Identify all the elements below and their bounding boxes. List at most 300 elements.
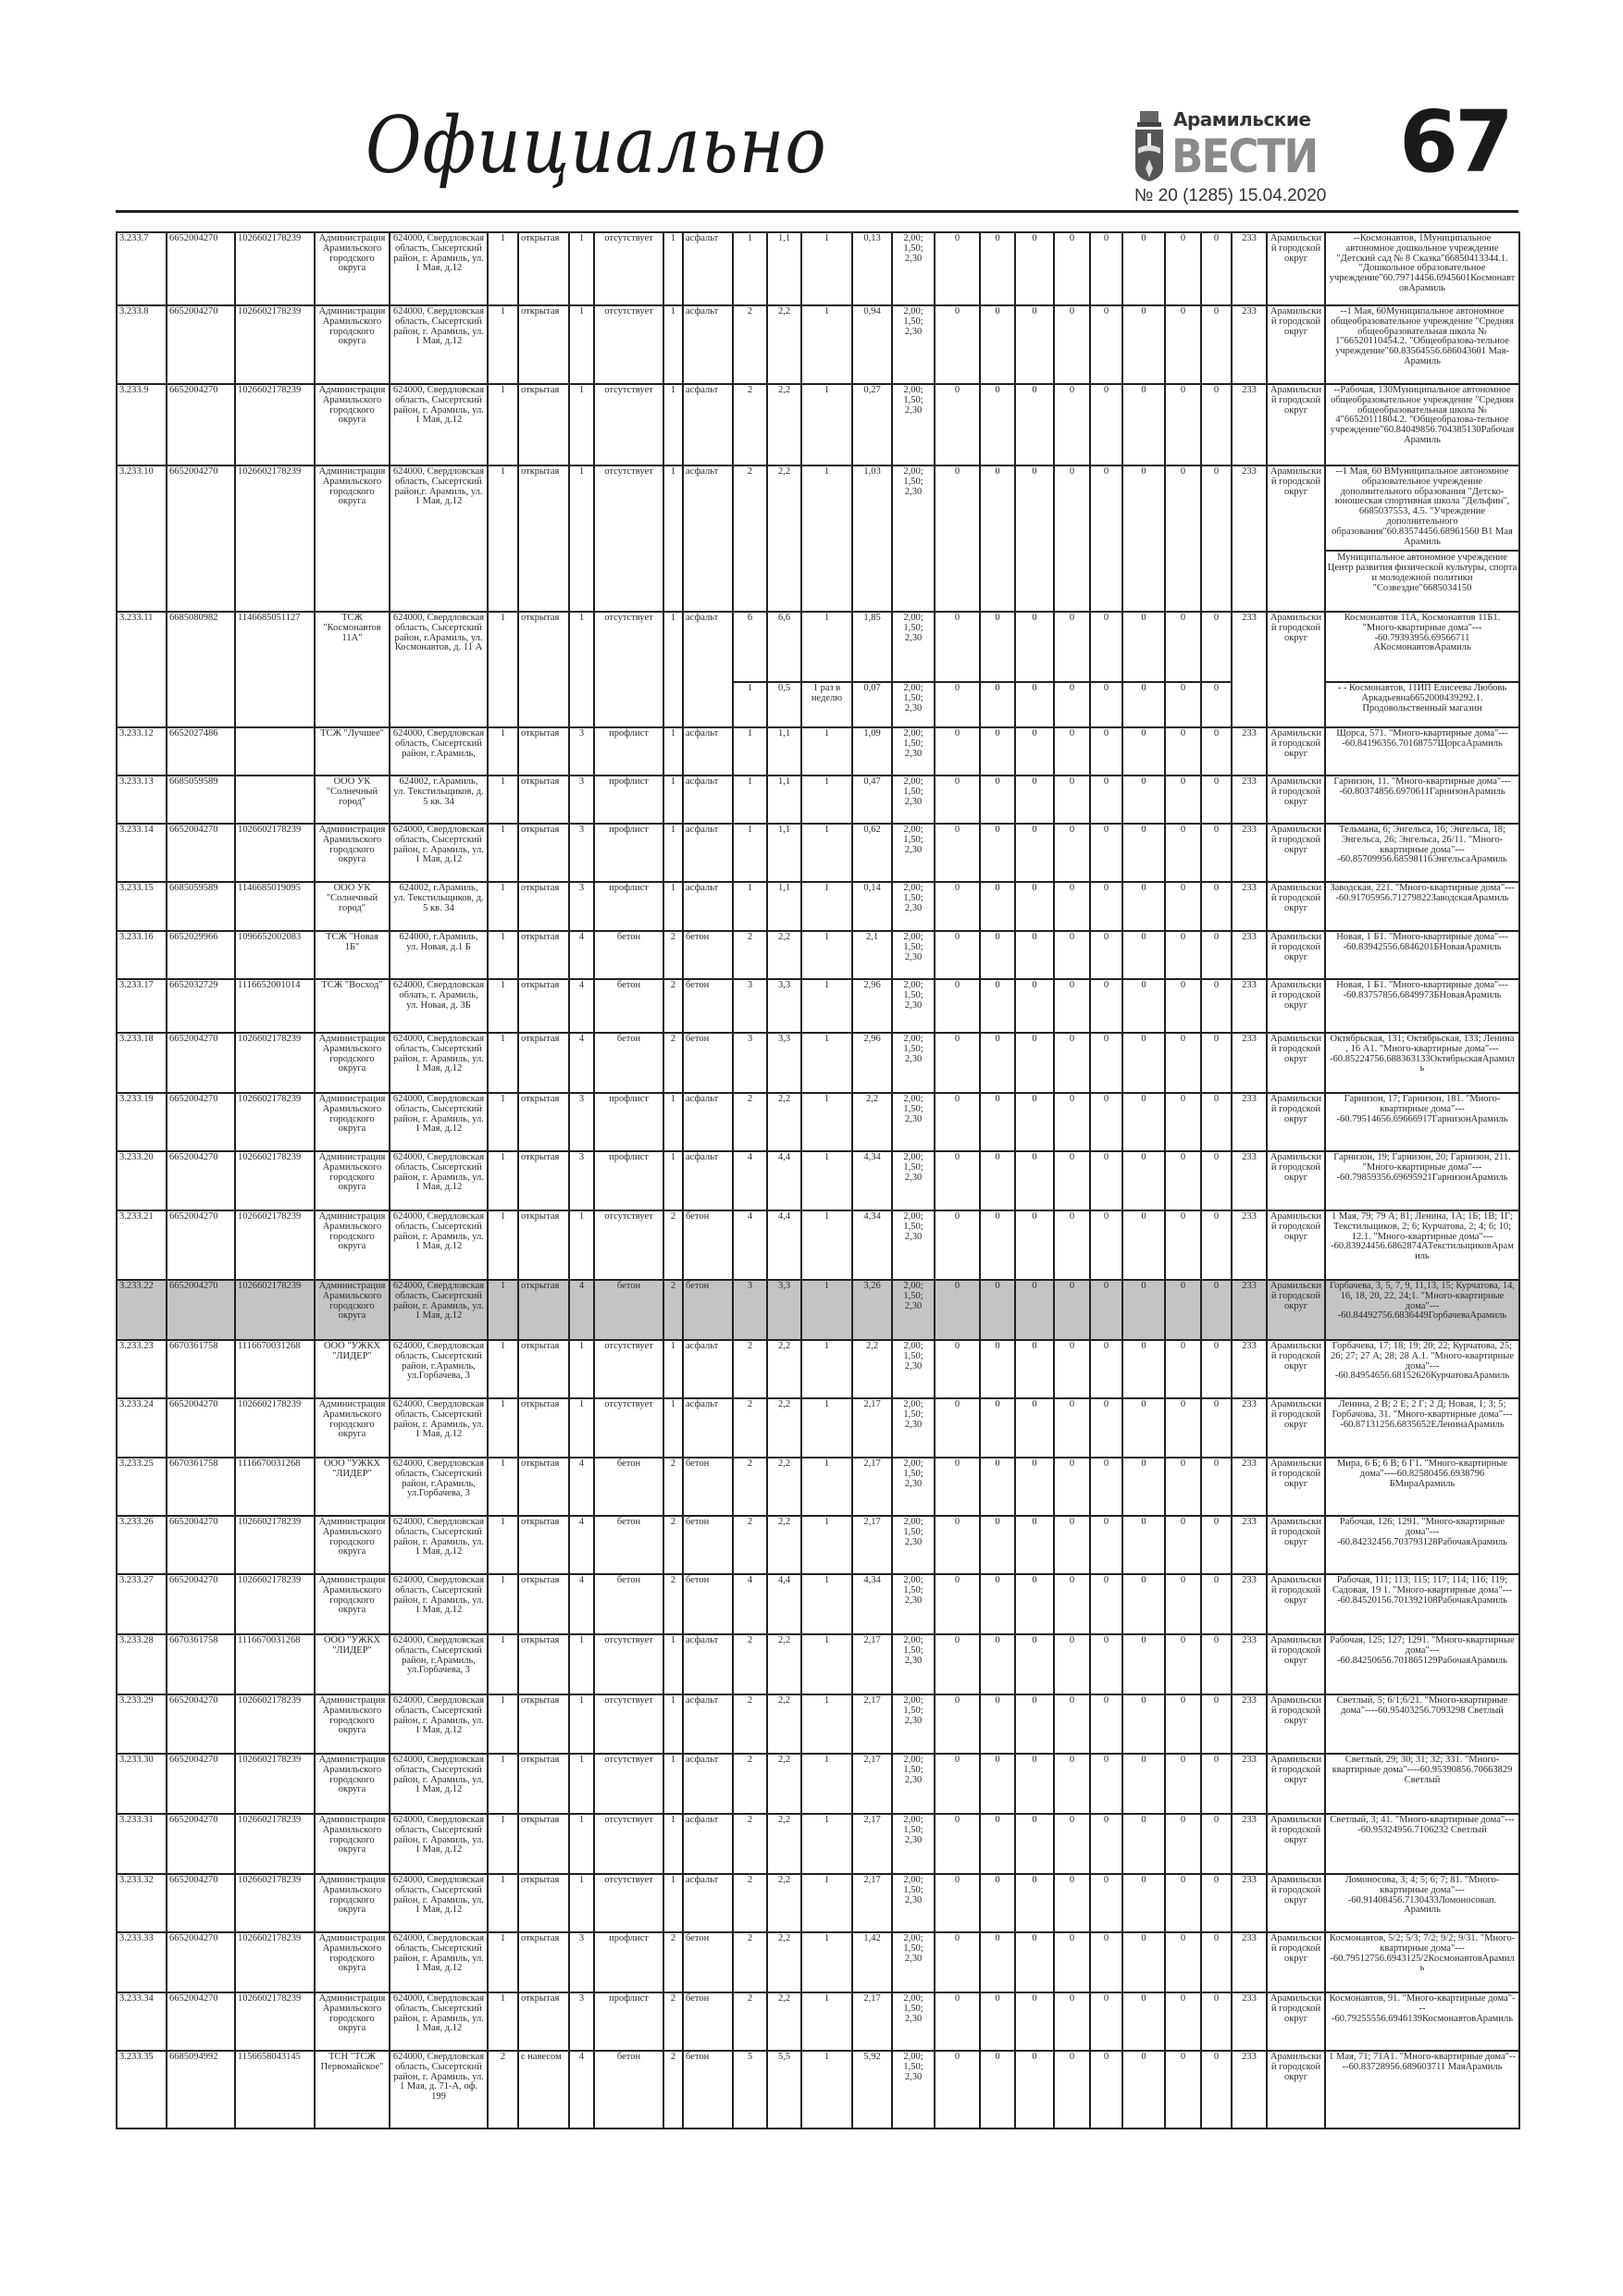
code-cell: 233 bbox=[1232, 1574, 1267, 1634]
zero-value-cell: 0 bbox=[1054, 232, 1090, 305]
zero-value-cell: 0 bbox=[935, 1814, 980, 1874]
area-cell: 1,03 bbox=[852, 465, 892, 612]
inn-cell: 6685080982 bbox=[167, 612, 235, 727]
cover-type-cell: профлист bbox=[594, 776, 663, 824]
collection-frequency-cell: 1 bbox=[801, 1033, 852, 1093]
container-count-cell: 1 bbox=[733, 682, 767, 727]
waste-source-text: Гарнизон, 19; Гарнизон, 20; Гарнизон, 211. "Много-квартирные дома"----60.79859356.69695921ГарнизонАрамиль bbox=[1333, 1152, 1511, 1183]
surface-code-cell: 1 bbox=[663, 465, 683, 612]
site-count-cell: 1 bbox=[488, 776, 518, 824]
waste-source-text: Гарнизон, 11. "Много-квартирные дома"----60.80374856.6970611ГарнизонАрамиль bbox=[1333, 776, 1511, 797]
surface-type-cell: асфальт bbox=[683, 465, 733, 612]
address-cell: 624000, Свердловская область, Сысертский район, г. Арамиль, ул. 1 Мая, д.12 bbox=[390, 1398, 488, 1458]
collection-frequency-cell: 1 bbox=[801, 2051, 852, 2128]
zero-value-cell: 0 bbox=[1122, 612, 1165, 682]
site-type-cell: открытая bbox=[518, 979, 569, 1033]
container-volume-cell: 2,2 bbox=[767, 1932, 801, 1992]
inn-cell: 6670361758 bbox=[167, 1340, 235, 1398]
container-count-cell: 1 bbox=[733, 882, 767, 931]
zero-value-cell: 0 bbox=[1015, 1694, 1054, 1754]
zero-value-cell: 0 bbox=[1015, 727, 1054, 776]
zero-value-cell: 0 bbox=[1090, 465, 1122, 612]
zero-value-cell: 0 bbox=[1015, 682, 1054, 727]
cover-code-cell: 3 bbox=[569, 1093, 594, 1151]
inn-cell: 6652004270 bbox=[167, 1814, 235, 1874]
organization-cell: Администрация Арамильского городского округа bbox=[315, 1814, 390, 1874]
zero-value-cell: 0 bbox=[1201, 1210, 1232, 1280]
organization-cell: ТСН "ТСЖ Первомайское" bbox=[315, 2051, 390, 2128]
waste-source-text: Новая, 1 Б1. "Много-квартирные дома"----60.83942556.6846201БНоваяАрамиль bbox=[1336, 932, 1508, 952]
waste-sources-cell bbox=[1325, 1516, 1519, 1574]
table-row bbox=[117, 1210, 1519, 1280]
inn-cell: 6652004270 bbox=[167, 232, 235, 305]
area-cell: 0,07 bbox=[852, 682, 892, 727]
surface-code-cell: 1 bbox=[663, 1754, 683, 1814]
zero-value-cell: 0 bbox=[1122, 1210, 1165, 1280]
brand-name-top: Арамильские bbox=[1173, 108, 1311, 130]
address-cell: 624000, Свердловская область, Сысертский район, г. Арамиль, ул. 1 Мая, д. 71-А, оф. 199 bbox=[390, 2051, 488, 2128]
waste-source-text: --1 Мая, 60 ВМуниципальное автономное образовательное учреждение дополнительного образования "Детско-юношеская спортивная школа "Дельфин", 6685037553, 4.5. "Учреждение дополнительного образования"60.83574456.68961560 В1 Мая Арамиль bbox=[1332, 466, 1513, 547]
zero-value-cell: 0 bbox=[1122, 1093, 1165, 1151]
zero-value-cell: 0 bbox=[1090, 1458, 1122, 1516]
code-cell: 233 bbox=[1232, 1992, 1267, 2051]
zero-value-cell: 0 bbox=[935, 1458, 980, 1516]
rate-cell: 2,00; 1,50; 2,30 bbox=[892, 465, 935, 612]
waste-source-text: Ленина, 2 В; 2 Е; 2 Г; 2 Д; Новая, 1; 3; 5; Горбачова, 31. "Много-квартирные дома"----60.87131256.6835652ЕЛенинаАрамиль bbox=[1332, 1399, 1513, 1430]
zero-value-cell: 0 bbox=[1090, 1516, 1122, 1574]
zero-value-cell: 0 bbox=[1054, 1516, 1090, 1574]
zero-value-cell: 0 bbox=[980, 1033, 1015, 1093]
row-number-cell: 3.233.29 bbox=[117, 1694, 167, 1754]
rate-cell: 2,00; 1,50; 2,30 bbox=[892, 727, 935, 776]
site-count-cell: 1 bbox=[488, 1634, 518, 1694]
cover-code-cell: 1 bbox=[569, 1210, 594, 1280]
organization-cell: ТСЖ "Восход" bbox=[315, 979, 390, 1033]
inn-cell: 6652004270 bbox=[167, 1694, 235, 1754]
address-cell: 624000, Свердловская область, Сысертский район, г. Арамиль, ул. 1 Мая, д.12 bbox=[390, 1814, 488, 1874]
table-row bbox=[117, 1634, 1519, 1694]
waste-sources-cell bbox=[1325, 1634, 1519, 1694]
surface-type-cell: асфальт bbox=[683, 1093, 733, 1151]
container-volume-cell: 1,1 bbox=[767, 727, 801, 776]
zero-value-cell: 0 bbox=[1165, 1874, 1201, 1932]
surface-code-cell: 1 bbox=[663, 882, 683, 931]
waste-sources-cell bbox=[1325, 824, 1519, 882]
zero-value-cell: 0 bbox=[980, 727, 1015, 776]
container-volume-cell: 2,2 bbox=[767, 1874, 801, 1932]
zero-value-cell: 0 bbox=[935, 1874, 980, 1932]
zero-value-cell: 0 bbox=[1165, 882, 1201, 931]
zero-value-cell: 0 bbox=[1122, 1398, 1165, 1458]
rate-cell: 2,00; 1,50; 2,30 bbox=[892, 1210, 935, 1280]
container-volume-cell: 2,2 bbox=[767, 1093, 801, 1151]
rate-cell: 2,00; 1,50; 2,30 bbox=[892, 979, 935, 1033]
zero-value-cell: 0 bbox=[1165, 1093, 1201, 1151]
zero-value-cell: 0 bbox=[1090, 1694, 1122, 1754]
newspaper-logo bbox=[1133, 109, 1355, 183]
surface-code-cell: 1 bbox=[663, 305, 683, 384]
cover-type-cell: бетон bbox=[594, 1574, 663, 1634]
waste-source-text: Космонавтов 11А, Космонавтов 11Б1. "Много-квартирные дома"----60.79393956.69566711 АКосмонавтовАрамиль bbox=[1344, 613, 1501, 653]
surface-type-cell: бетон bbox=[683, 1516, 733, 1574]
code-cell: 233 bbox=[1232, 305, 1267, 384]
inn-cell: 6652004270 bbox=[167, 824, 235, 882]
coat-of-arms-icon bbox=[1133, 111, 1166, 181]
container-volume-cell: 0,5 bbox=[767, 682, 801, 727]
waste-sources-cell bbox=[1325, 1458, 1519, 1516]
zero-value-cell: 0 bbox=[1015, 1932, 1054, 1992]
zero-value-cell: 0 bbox=[1090, 232, 1122, 305]
zero-value-cell: 0 bbox=[935, 979, 980, 1033]
surface-code-cell: 1 bbox=[663, 1874, 683, 1932]
site-count-cell: 1 bbox=[488, 1574, 518, 1634]
organization-cell: Администрация Арамильского городского округа bbox=[315, 305, 390, 384]
zero-value-cell: 0 bbox=[1015, 1151, 1054, 1210]
zero-value-cell: 0 bbox=[1165, 1754, 1201, 1814]
area-cell: 2,17 bbox=[852, 1516, 892, 1574]
zero-value-cell: 0 bbox=[980, 1093, 1015, 1151]
district-cell: Арамильский городской округ bbox=[1267, 1210, 1325, 1280]
inn-cell: 6685094992 bbox=[167, 2051, 235, 2128]
inn-cell: 6652004270 bbox=[167, 1280, 235, 1340]
cover-type-cell: профлист bbox=[594, 824, 663, 882]
waste-source-text: Мира, 6 Б; 6 В; 6 Г1. "Много-квартирные дома"----60.82580456.6938796 БМираАрамиль bbox=[1336, 1458, 1508, 1489]
ogrn-cell: 1026602178239 bbox=[235, 1093, 315, 1151]
site-count-cell: 1 bbox=[488, 727, 518, 776]
area-cell: 1,85 bbox=[852, 612, 892, 682]
waste-source-text: Рабочая, 125; 127; 1291. "Много-квартирные дома"----60.84250656.701865129РабочаяАрамиль bbox=[1330, 1635, 1515, 1666]
zero-value-cell: 0 bbox=[1201, 727, 1232, 776]
row-number-cell: 3.233.32 bbox=[117, 1874, 167, 1932]
zero-value-cell: 0 bbox=[1201, 1398, 1232, 1458]
ogrn-cell: 1026602178239 bbox=[235, 1574, 315, 1634]
site-type-cell: открытая bbox=[518, 1516, 569, 1574]
rate-cell: 2,00; 1,50; 2,30 bbox=[892, 612, 935, 682]
area-cell: 2,96 bbox=[852, 979, 892, 1033]
zero-value-cell: 0 bbox=[1122, 1932, 1165, 1992]
container-volume-cell: 1,1 bbox=[767, 882, 801, 931]
organization-cell: ООО "УЖКХ "ЛИДЕР" bbox=[315, 1340, 390, 1398]
code-cell: 233 bbox=[1232, 384, 1267, 465]
collection-frequency-cell: 1 bbox=[801, 384, 852, 465]
zero-value-cell: 0 bbox=[1201, 824, 1232, 882]
container-count-cell: 2 bbox=[733, 1932, 767, 1992]
code-cell: 233 bbox=[1232, 1340, 1267, 1398]
address-cell: 624000, Свердловская область, Сысертский район, г. Арамиль, ул. 1 Мая, д.12 bbox=[390, 1210, 488, 1280]
table-row bbox=[117, 1932, 1519, 1992]
surface-type-cell: асфальт bbox=[683, 612, 733, 727]
inn-cell: 6652029966 bbox=[167, 931, 235, 979]
area-cell: 1,42 bbox=[852, 1932, 892, 1992]
container-count-cell: 2 bbox=[733, 1694, 767, 1754]
cover-type-cell: профлист bbox=[594, 1093, 663, 1151]
zero-value-cell: 0 bbox=[1122, 824, 1165, 882]
collection-frequency-cell: 1 bbox=[801, 1634, 852, 1694]
zero-value-cell: 0 bbox=[1122, 1574, 1165, 1634]
surface-code-cell: 2 bbox=[663, 1033, 683, 1093]
surface-code-cell: 1 bbox=[663, 1398, 683, 1458]
inn-cell: 6652004270 bbox=[167, 1151, 235, 1210]
zero-value-cell: 0 bbox=[1090, 1754, 1122, 1814]
district-cell: Арамильский городской округ bbox=[1267, 1280, 1325, 1340]
area-cell: 2,17 bbox=[852, 1754, 892, 1814]
zero-value-cell: 0 bbox=[1165, 1151, 1201, 1210]
row-number-cell: 3.233.27 bbox=[117, 1574, 167, 1634]
zero-value-cell: 0 bbox=[1122, 776, 1165, 824]
surface-type-cell: бетон bbox=[683, 1033, 733, 1093]
surface-type-cell: бетон bbox=[683, 1574, 733, 1634]
area-cell: 2,17 bbox=[852, 1694, 892, 1754]
inn-cell: 6652004270 bbox=[167, 305, 235, 384]
ogrn-cell: 1026602178239 bbox=[235, 1280, 315, 1340]
container-volume-cell: 2,2 bbox=[767, 465, 801, 612]
district-cell: Арамильский городской округ bbox=[1267, 1516, 1325, 1574]
zero-value-cell: 0 bbox=[980, 776, 1015, 824]
waste-sources-cell bbox=[1325, 776, 1519, 824]
organization-cell: Администрация Арамильского городского округа bbox=[315, 1992, 390, 2051]
zero-value-cell: 0 bbox=[1165, 1634, 1201, 1694]
waste-sources-cell bbox=[1325, 1932, 1519, 1992]
collection-frequency-cell: 1 bbox=[801, 305, 852, 384]
zero-value-cell: 0 bbox=[1015, 1992, 1054, 2051]
zero-value-cell: 0 bbox=[980, 1280, 1015, 1340]
collection-frequency-cell: 1 bbox=[801, 1210, 852, 1280]
inn-cell: 6670361758 bbox=[167, 1634, 235, 1694]
zero-value-cell: 0 bbox=[980, 1932, 1015, 1992]
container-count-cell: 3 bbox=[733, 1033, 767, 1093]
address-cell: 624000, Свердловская облать, г. Арамиль, ул. Новая, д. 3Б bbox=[390, 979, 488, 1033]
zero-value-cell: 0 bbox=[1165, 1033, 1201, 1093]
inn-cell: 6652004270 bbox=[167, 1574, 235, 1634]
collection-frequency-cell: 1 bbox=[801, 727, 852, 776]
code-cell: 233 bbox=[1232, 776, 1267, 824]
zero-value-cell: 0 bbox=[1090, 1932, 1122, 1992]
rate-cell: 2,00; 1,50; 2,30 bbox=[892, 1516, 935, 1574]
zero-value-cell: 0 bbox=[1015, 931, 1054, 979]
zero-value-cell: 0 bbox=[1015, 1093, 1054, 1151]
site-type-cell: открытая bbox=[518, 1151, 569, 1210]
surface-code-cell: 2 bbox=[663, 1574, 683, 1634]
zero-value-cell: 0 bbox=[980, 1574, 1015, 1634]
row-number-cell: 3.233.7 bbox=[117, 232, 167, 305]
zero-value-cell: 0 bbox=[1054, 1634, 1090, 1694]
row-number-cell: 3.233.15 bbox=[117, 882, 167, 931]
container-count-cell: 2 bbox=[733, 1634, 767, 1694]
collection-frequency-cell: 1 bbox=[801, 465, 852, 612]
container-count-cell: 2 bbox=[733, 1458, 767, 1516]
site-type-cell: открытая bbox=[518, 1093, 569, 1151]
waste-sites-table bbox=[116, 231, 1520, 2129]
zero-value-cell: 0 bbox=[1015, 305, 1054, 384]
address-cell: 624000, Свердловская область, Сысертский район, г. Арамиль, ул. 1 Мая, д.12 bbox=[390, 1151, 488, 1210]
code-cell: 233 bbox=[1232, 1874, 1267, 1932]
code-cell: 233 bbox=[1232, 824, 1267, 882]
rate-cell: 2,00; 1,50; 2,30 bbox=[892, 1694, 935, 1754]
zero-value-cell: 0 bbox=[1122, 384, 1165, 465]
site-type-cell: открытая bbox=[518, 882, 569, 931]
table-row bbox=[117, 1814, 1519, 1874]
container-volume-cell: 2,2 bbox=[767, 1398, 801, 1458]
cover-type-cell: отсутствует bbox=[594, 384, 663, 465]
zero-value-cell: 0 bbox=[980, 1340, 1015, 1398]
surface-code-cell: 2 bbox=[663, 1210, 683, 1280]
zero-value-cell: 0 bbox=[980, 931, 1015, 979]
zero-value-cell: 0 bbox=[1201, 1932, 1232, 1992]
rate-cell: 2,00; 1,50; 2,30 bbox=[892, 1574, 935, 1634]
zero-value-cell: 0 bbox=[1015, 1458, 1054, 1516]
ogrn-cell: 1026602178239 bbox=[235, 1754, 315, 1814]
rate-cell: 2,00; 1,50; 2,30 bbox=[892, 232, 935, 305]
site-count-cell: 1 bbox=[488, 465, 518, 612]
inn-cell: 6652004270 bbox=[167, 1210, 235, 1280]
zero-value-cell: 0 bbox=[1122, 1992, 1165, 2051]
zero-value-cell: 0 bbox=[1201, 1458, 1232, 1516]
address-cell: 624000, Свердловская область, Сысертский район, г.Арамиль, ул.Горбачева, 3 bbox=[390, 1340, 488, 1398]
code-cell: 233 bbox=[1232, 1754, 1267, 1814]
site-count-cell: 1 bbox=[488, 1033, 518, 1093]
row-number-cell: 3.233.35 bbox=[117, 2051, 167, 2128]
zero-value-cell: 0 bbox=[980, 1874, 1015, 1932]
table-row bbox=[117, 931, 1519, 979]
district-cell: Арамильский городской округ bbox=[1267, 1694, 1325, 1754]
rate-cell: 2,00; 1,50; 2,30 bbox=[892, 1932, 935, 1992]
code-cell: 233 bbox=[1232, 232, 1267, 305]
waste-source-text: Горбачева, 17; 18; 19; 20; 22; Курчатова, 25; 26; 27; 27 А; 28; 28 А.1. "Много-квартирные дома"----60.84954656.68152626КурчатоваАрамиль bbox=[1331, 1341, 1514, 1382]
zero-value-cell: 0 bbox=[1165, 979, 1201, 1033]
zero-value-cell: 0 bbox=[1054, 1874, 1090, 1932]
table-row bbox=[117, 1151, 1519, 1210]
inn-cell: 6652004270 bbox=[167, 384, 235, 465]
surface-code-cell: 1 bbox=[663, 612, 683, 727]
zero-value-cell: 0 bbox=[1165, 931, 1201, 979]
waste-source-text: Новая, 1 Б1. "Много-квартирные дома"----60.83757856.6849973БНоваяАрамиль bbox=[1336, 980, 1508, 1000]
container-volume-cell: 2,2 bbox=[767, 1992, 801, 2051]
cover-type-cell: бетон bbox=[594, 979, 663, 1033]
rate-cell: 2,00; 1,50; 2,30 bbox=[892, 1033, 935, 1093]
ogrn-cell: 1026602178239 bbox=[235, 465, 315, 612]
waste-source-text: Горбачева, 3, 5, 7, 9, 11,13, 15; Курчатова, 14, 16, 18, 20, 22, 24;1. "Много-квартирные дома"----60.84492756.6836449ГорбачеваАрамиль bbox=[1329, 1281, 1516, 1322]
zero-value-cell: 0 bbox=[1015, 232, 1054, 305]
rate-cell: 2,00; 1,50; 2,30 bbox=[892, 1151, 935, 1210]
container-count-cell: 2 bbox=[733, 384, 767, 465]
code-cell: 233 bbox=[1232, 1814, 1267, 1874]
site-count-cell: 1 bbox=[488, 1932, 518, 1992]
surface-type-cell: асфальт bbox=[683, 232, 733, 305]
zero-value-cell: 0 bbox=[1201, 776, 1232, 824]
collection-frequency-cell: 1 bbox=[801, 1932, 852, 1992]
zero-value-cell: 0 bbox=[980, 882, 1015, 931]
address-cell: 624000, г.Арамиль, ул. Новая, д.1 Б bbox=[390, 931, 488, 979]
zero-value-cell: 0 bbox=[1090, 882, 1122, 931]
ogrn-cell: 1026602178239 bbox=[235, 305, 315, 384]
cover-type-cell: профлист bbox=[594, 727, 663, 776]
waste-source-text: - - Космонавтов, 11ИП Елисеева Любовь Аркадьевна6652000439292.1. Продовольственный магазин bbox=[1337, 683, 1507, 714]
collection-frequency-cell: 1 bbox=[801, 612, 852, 682]
zero-value-cell: 0 bbox=[980, 2051, 1015, 2128]
rate-cell: 2,00; 1,50; 2,30 bbox=[892, 1458, 935, 1516]
ogrn-cell: 1026602178239 bbox=[235, 1694, 315, 1754]
organization-cell: Администрация Арамильского городского округа bbox=[315, 824, 390, 882]
ogrn-cell: 1026602178239 bbox=[235, 384, 315, 465]
surface-type-cell: бетон bbox=[683, 979, 733, 1033]
area-cell: 0,47 bbox=[852, 776, 892, 824]
cover-code-cell: 3 bbox=[569, 1992, 594, 2051]
address-cell: 624000, Свердловская область, Сысертский район, г. Арамиль, ул. 1 Мая, д.12 bbox=[390, 384, 488, 465]
ogrn-cell: 1116670031268 bbox=[235, 1340, 315, 1398]
surface-type-cell: асфальт bbox=[683, 727, 733, 776]
table-row bbox=[117, 1458, 1519, 1516]
zero-value-cell: 0 bbox=[1122, 1516, 1165, 1574]
site-type-cell: открытая bbox=[518, 1694, 569, 1754]
table-row bbox=[117, 1093, 1519, 1151]
zero-value-cell: 0 bbox=[1165, 384, 1201, 465]
zero-value-cell: 0 bbox=[1054, 465, 1090, 612]
site-type-cell: открытая bbox=[518, 384, 569, 465]
zero-value-cell: 0 bbox=[1201, 1754, 1232, 1814]
zero-value-cell: 0 bbox=[1090, 1340, 1122, 1398]
code-cell: 233 bbox=[1232, 931, 1267, 979]
table-row bbox=[117, 1992, 1519, 2051]
ogrn-cell: 1026602178239 bbox=[235, 1516, 315, 1574]
rate-cell: 2,00; 1,50; 2,30 bbox=[892, 776, 935, 824]
row-number-cell: 3.233.18 bbox=[117, 1033, 167, 1093]
waste-source-text: Тельмана, 6; Энгельса, 16; Энгельса, 18; Энгельса, 26; Энгельса, 26/11. "Много-квартирные дома"----60.85709956.68598116ЭнгельсаАрамиль bbox=[1337, 825, 1507, 865]
container-volume-cell: 1,1 bbox=[767, 776, 801, 824]
address-cell: 624000, Свердловская область, Сысертский район, г.Арамиль, bbox=[390, 727, 488, 776]
table-row bbox=[117, 465, 1519, 612]
site-count-cell: 1 bbox=[488, 1093, 518, 1151]
surface-type-cell: бетон bbox=[683, 2051, 733, 2128]
waste-source-text: Космонавтов, 91. "Много-квартирные дома"----60.79255556.6946139КосмонавтовАрамиль bbox=[1329, 1993, 1516, 2024]
area-cell: 1,09 bbox=[852, 727, 892, 776]
ogrn-cell bbox=[235, 776, 315, 824]
district-cell: Арамильский городской округ bbox=[1267, 384, 1325, 465]
zero-value-cell: 0 bbox=[1054, 1210, 1090, 1280]
container-count-cell: 6 bbox=[733, 612, 767, 682]
container-volume-cell: 4,4 bbox=[767, 1210, 801, 1280]
zero-value-cell: 0 bbox=[1122, 232, 1165, 305]
row-number-cell: 3.233.17 bbox=[117, 979, 167, 1033]
zero-value-cell: 0 bbox=[1090, 1574, 1122, 1634]
zero-value-cell: 0 bbox=[1090, 1814, 1122, 1874]
site-type-cell: открытая bbox=[518, 1398, 569, 1458]
container-count-cell: 2 bbox=[733, 1093, 767, 1151]
rate-cell: 2,00; 1,50; 2,30 bbox=[892, 824, 935, 882]
zero-value-cell: 0 bbox=[935, 465, 980, 612]
district-cell: Арамильский городской округ bbox=[1267, 1398, 1325, 1458]
waste-sources-cell bbox=[1325, 1754, 1519, 1814]
zero-value-cell: 0 bbox=[1090, 1634, 1122, 1694]
waste-source-text: 1 Мая, 79; 79 А; 81; Ленина, 1А; 1Б; 1В; 1Г; Текстильщиков, 2; 6; Курчатова, 2; 4; 6; 10; 12.1. "Много-квартирные дома"----60.83924456.6862874АТекстильщиковАрамиль bbox=[1331, 1211, 1514, 1262]
area-cell: 5,92 bbox=[852, 2051, 892, 2128]
zero-value-cell: 0 bbox=[980, 1398, 1015, 1458]
zero-value-cell: 0 bbox=[1165, 1992, 1201, 2051]
zero-value-cell: 0 bbox=[1165, 305, 1201, 384]
ogrn-cell: 1146685051127 bbox=[235, 612, 315, 727]
collection-frequency-cell: 1 bbox=[801, 1992, 852, 2051]
table-row bbox=[117, 1874, 1519, 1932]
inn-cell: 6652004270 bbox=[167, 1398, 235, 1458]
zero-value-cell: 0 bbox=[1054, 1093, 1090, 1151]
table-row bbox=[117, 2051, 1519, 2128]
zero-value-cell: 0 bbox=[935, 1932, 980, 1992]
zero-value-cell: 0 bbox=[1122, 1340, 1165, 1398]
address-cell: 624000, Свердловская область, Сысертский район, г. Арамиль, ул. 1 Мая, д.12 bbox=[390, 1992, 488, 2051]
site-type-cell: открытая bbox=[518, 931, 569, 979]
container-volume-cell: 4,4 bbox=[767, 1151, 801, 1210]
zero-value-cell: 0 bbox=[1165, 1814, 1201, 1874]
zero-value-cell: 0 bbox=[1122, 1280, 1165, 1340]
